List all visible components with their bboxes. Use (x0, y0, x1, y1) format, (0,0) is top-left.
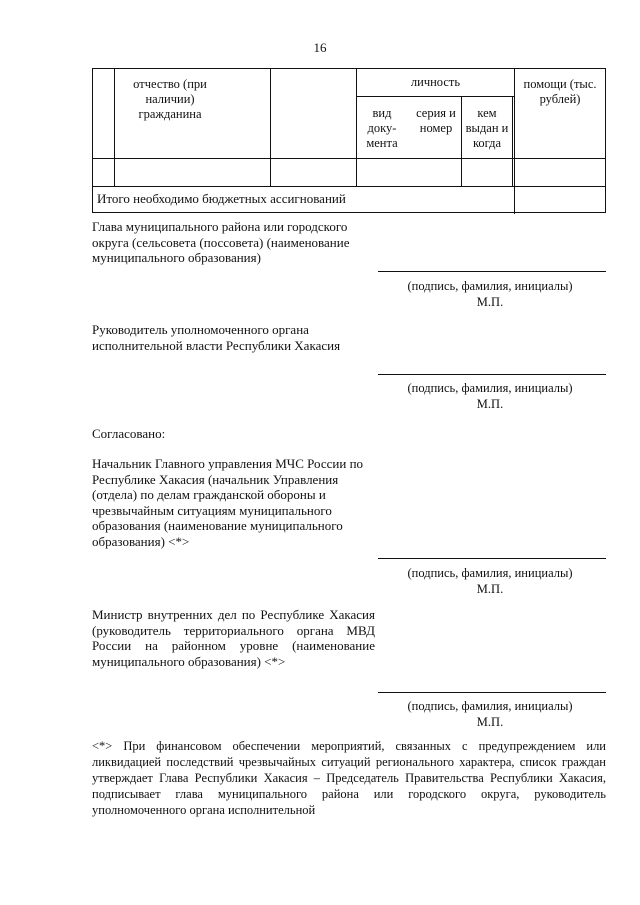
table-vline (270, 69, 271, 187)
header-issued: кем выдан и когда (465, 106, 509, 150)
table-hline (93, 158, 605, 159)
signatory-2-title: Руководитель уполномоченного органа исполнительной власти Республики Хакасия (92, 322, 341, 353)
stamp-label-3: М.П. (476, 582, 504, 596)
header-series: серия и номер (416, 106, 456, 135)
signature-caption-2: (подпись, фамилия, инициалы) (407, 381, 573, 395)
table-hline (356, 96, 514, 97)
signature-line-4 (378, 692, 606, 693)
stamp-label-4: М.П. (476, 715, 504, 729)
signatory-3-title: Начальник Главного управления МЧС России по Республике Хакасия (начальник Управления (отдела) по делам гражданской обороны и чрезвычайным ситуациям муниципального образования (наименование муниципального образования) <*> (92, 456, 364, 549)
signature-line-1 (378, 271, 606, 272)
signature-caption-1: (подпись, фамилия, инициалы) (407, 279, 573, 293)
stamp-label-1: М.П. (476, 295, 504, 309)
signatory-1-title: Глава муниципального района или городского округа (сельсовета (поссовета) (наименование муниципального образования) (92, 219, 350, 265)
table-hline (93, 186, 605, 187)
total-row-label: Итого необходимо бюджетных ассигнований (97, 191, 346, 206)
table-vline (512, 97, 513, 187)
page-number: 16 (313, 40, 327, 55)
header-aid: помощи (тыс. рублей) (523, 77, 597, 106)
agreed-label: Согласовано: (92, 426, 166, 441)
signature-line-3 (378, 558, 606, 559)
header-identity: личность (410, 75, 461, 89)
citizen-table (92, 68, 606, 213)
stamp-label-2: М.П. (476, 397, 504, 411)
footnote: <*> При финансовом обеспечении мероприятий, связанных с предупреждением или ликвидацией последствий чрезвычайных ситуаций регионального характера, список граждан утверждает Глава Республики Хакасия – Председатель Правительства Республики Хакасия, подписывает глава муниципального района или городского округа, руководитель уполномоченного органа исполнительной (92, 739, 606, 817)
signatory-4-title: Министр внутренних дел по Республике Хакасия (руководитель территориального органа МВД России на районном уровне (наименование муниципального образования) <*> (92, 607, 375, 669)
header-doc-type: вид доку-мента (366, 106, 398, 150)
header-patronymic: отчество (при наличии) гражданина (133, 77, 207, 121)
signature-caption-3: (подпись, фамилия, инициалы) (407, 566, 573, 580)
signature-caption-4: (подпись, фамилия, инициалы) (407, 699, 573, 713)
signature-line-2 (378, 374, 606, 375)
